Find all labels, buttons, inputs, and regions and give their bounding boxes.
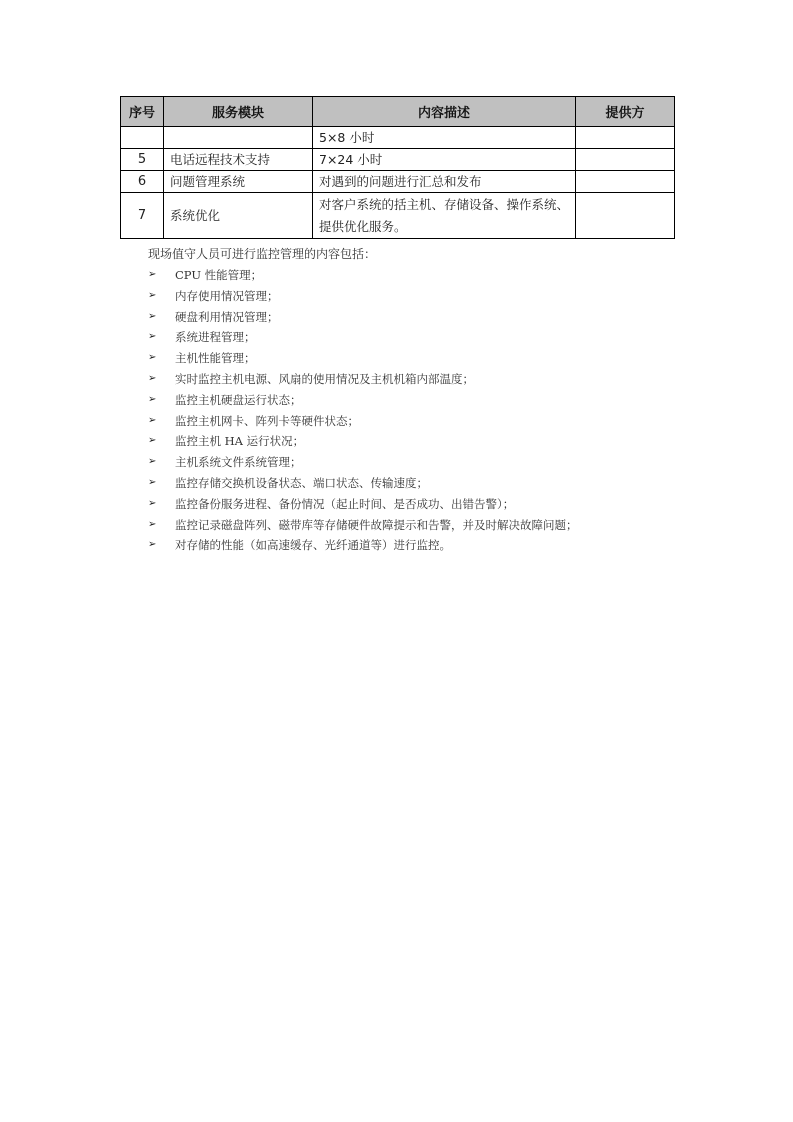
cell-module: 电话远程技术支持 bbox=[164, 149, 313, 171]
list-item: ➢ 硬盘利用情况管理； bbox=[148, 307, 578, 328]
cell-module bbox=[164, 127, 313, 149]
cell-provider bbox=[576, 127, 675, 149]
cell-index: 7 bbox=[121, 193, 164, 239]
list-item: ➢ 监控主机硬盘运行状态； bbox=[148, 390, 578, 411]
header-provider: 提供方 bbox=[576, 97, 675, 127]
list-item: ➢ CPU 性能管理； bbox=[148, 265, 578, 286]
monitoring-list bbox=[148, 265, 578, 556]
cell-description: 7×24 小时 bbox=[313, 149, 576, 171]
arrow-bullet-icon: ➢ bbox=[148, 331, 157, 343]
arrow-bullet-icon: ➢ bbox=[148, 289, 157, 301]
list-item: ➢ 监控记录磁盘阵列、磁带库等存储硬件故障提示和告警，并及时解决故障问题； bbox=[148, 515, 578, 536]
list-item: ➢ 主机性能管理； bbox=[148, 348, 578, 369]
arrow-bullet-icon: ➢ bbox=[148, 476, 157, 488]
cell-description: 对客户系统的括主机、存储设备、操作系统、提供优化服务。 bbox=[313, 193, 576, 239]
arrow-bullet-icon: ➢ bbox=[148, 435, 157, 447]
list-item: ➢ 监控备份服务进程、备份情况（起止时间、是否成功、出错告警）； bbox=[148, 494, 578, 515]
service-table bbox=[120, 96, 675, 239]
cell-provider bbox=[576, 149, 675, 171]
header-module: 服务模块 bbox=[164, 97, 313, 127]
table-row bbox=[121, 193, 675, 239]
cell-index: 6 bbox=[121, 171, 164, 193]
intro-paragraph: 现场值守人员可进行监控管理的内容包括： bbox=[148, 247, 377, 261]
table-row bbox=[121, 171, 675, 193]
cell-provider bbox=[576, 171, 675, 193]
arrow-bullet-icon: ➢ bbox=[148, 414, 157, 426]
cell-index bbox=[121, 127, 164, 149]
table-row bbox=[121, 149, 675, 171]
header-description: 内容描述 bbox=[313, 97, 576, 127]
list-item: ➢ 系统进程管理； bbox=[148, 327, 578, 348]
header-index: 序号 bbox=[121, 97, 164, 127]
list-item: ➢ 实时监控主机电源、风扇的使用情况及主机机箱内部温度； bbox=[148, 369, 578, 390]
list-item: ➢ 对存储的性能（如高速缓存、光纤通道等）进行监控。 bbox=[148, 535, 578, 556]
cell-provider bbox=[576, 193, 675, 239]
arrow-bullet-icon: ➢ bbox=[148, 352, 157, 364]
arrow-bullet-icon: ➢ bbox=[148, 497, 157, 509]
cell-module: 问题管理系统 bbox=[164, 171, 313, 193]
arrow-bullet-icon: ➢ bbox=[148, 456, 157, 468]
arrow-bullet-icon: ➢ bbox=[148, 518, 157, 530]
list-item: ➢ 主机系统文件系统管理； bbox=[148, 452, 578, 473]
arrow-bullet-icon: ➢ bbox=[148, 539, 157, 551]
cell-module: 系统优化 bbox=[164, 193, 313, 239]
table-header-row bbox=[121, 97, 675, 127]
arrow-bullet-icon: ➢ bbox=[148, 269, 157, 280]
table-row bbox=[121, 127, 675, 149]
list-item: ➢ 监控主机 HA 运行状况； bbox=[148, 431, 578, 452]
arrow-bullet-icon: ➢ bbox=[148, 393, 157, 405]
list-item: ➢ 监控主机网卡、阵列卡等硬件状态； bbox=[148, 411, 578, 432]
arrow-bullet-icon: ➢ bbox=[148, 310, 157, 322]
cell-description: 对遇到的问题进行汇总和发布 bbox=[313, 171, 576, 193]
list-item: ➢ 内存使用情况管理； bbox=[148, 286, 578, 307]
cell-index: 5 bbox=[121, 149, 164, 171]
cell-description: 5×8 小时 bbox=[313, 127, 576, 149]
list-item: ➢ 监控存储交换机设备状态、端口状态、传输速度； bbox=[148, 473, 578, 494]
arrow-bullet-icon: ➢ bbox=[148, 372, 157, 384]
